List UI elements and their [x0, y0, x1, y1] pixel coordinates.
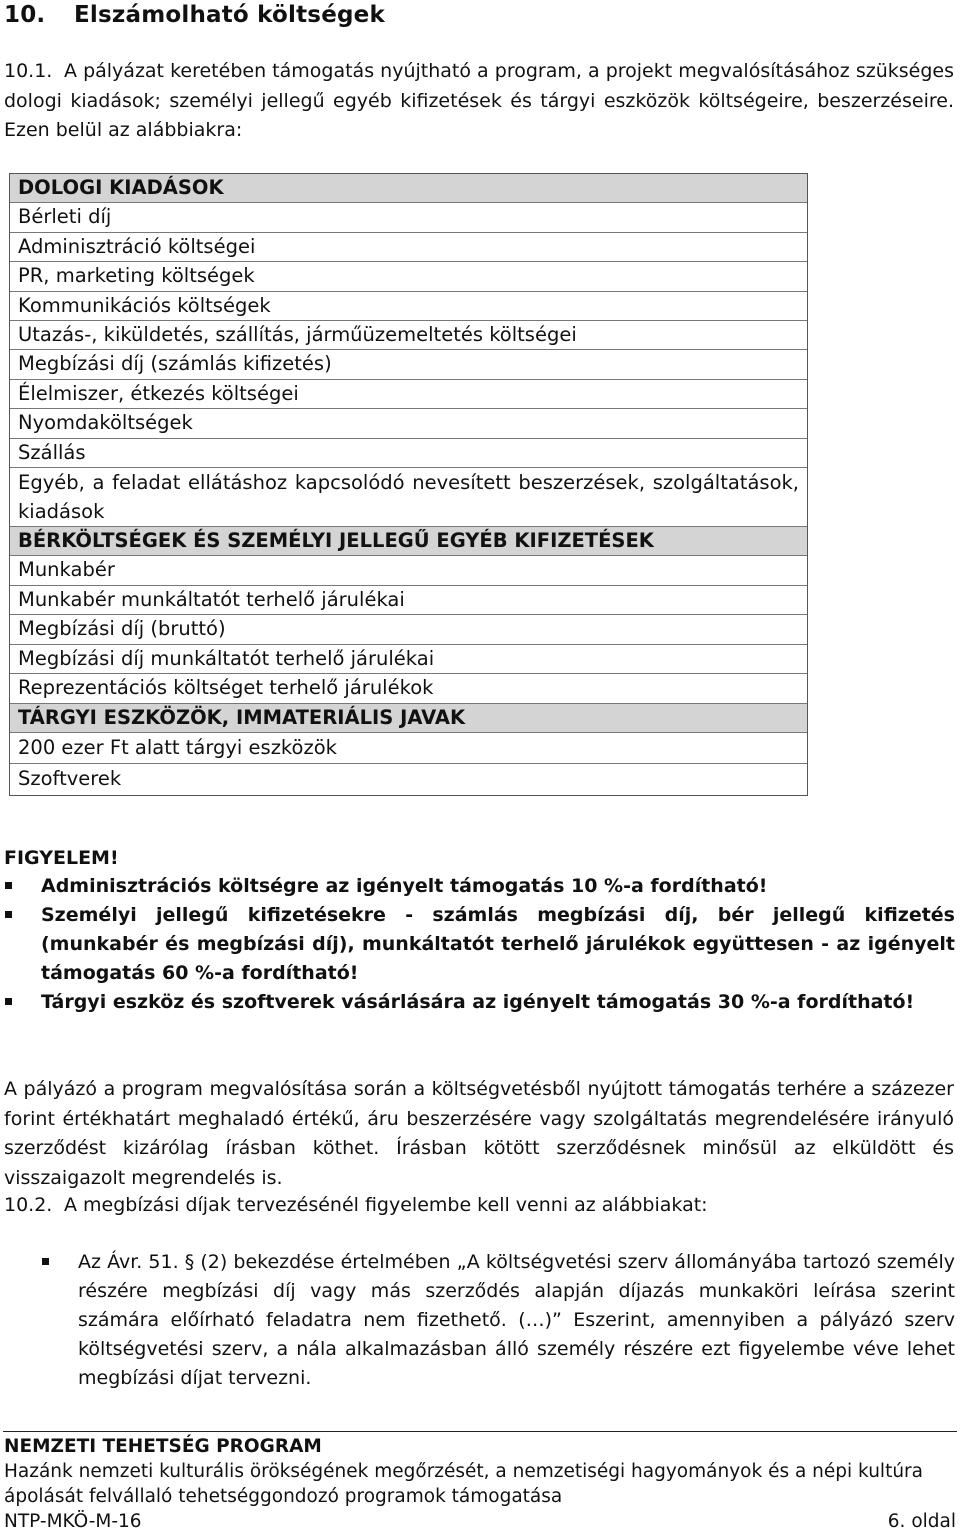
page-number: 6. oldal — [887, 1511, 956, 1532]
list-item — [4, 1248, 955, 1393]
footer-meta — [4, 1509, 956, 1534]
list-item — [4, 901, 955, 988]
table-row: Egyéb, a feladat ellátáshoz kapcsolódó nevesített beszerzések, szolgáltatások, kiadások — [10, 467, 807, 526]
warning-text: Személyi jellegű kifizetésekre - számlás megbízási díj, bér jellegű kifizetés (munkabér és megbízási díj), munkáltatót terhelő járulékok együttesen - az igényelt támogatás 60 %-a fordítható! — [41, 904, 955, 984]
table-header-dologi: DOLOGI KIADÁSOK — [10, 174, 807, 202]
warning-list — [4, 872, 955, 1017]
table-row: 200 ezer Ft alatt tárgyi eszközök — [10, 732, 807, 764]
section-heading — [4, 2, 385, 28]
warning-text: Tárgyi eszköz és szoftverek vásárlására az igényelt támogatás 30 %-a fordítható! — [41, 991, 915, 1013]
table-row: Reprezentációs költséget terhelő járulékok — [10, 673, 807, 702]
subsection-number: 10.2. — [4, 1194, 53, 1216]
table-row: Adminisztráció költségei — [10, 232, 807, 261]
section-number: 10. — [4, 2, 46, 28]
table-header-targyi: TÁRGYI ESZKÖZÖK, IMMATERIÁLIS JAVAK — [10, 703, 807, 732]
square-bullet-icon — [5, 911, 12, 918]
table-row: Megbízási díj (bruttó) — [10, 614, 807, 643]
list-item-text: Az Ávr. 51. § (2) bekezdése értelmében „A költségvetési szerv állományába tartozó személy részére megbízási díj vagy más szerződés alapján díjazás munkaköri leírása szerint számára előírható feladatra nem fizethető. (…)” Eszerint, amennyiben a pályázó szerv költségvetési szerv, a nála alkalmazásban álló személy részére ezt figyelembe véve lehet megbízási díjat tervezni. — [78, 1251, 955, 1389]
table-row: Megbízási díj (számlás kifizetés) — [10, 349, 807, 378]
contract-paragraph: A pályázó a program megvalósítása során a költségvetésből nyújtott támogatás terhére a százezer forint értékhatárt meghaladó értékű, áru beszerzésére vagy szolgáltatás megrendelésére irányuló szerződést kizárólag írásban köthet. Írásban kötött szerződésnek minősül az elküldött és visszaigazolt megrendelés is. — [4, 1078, 954, 1189]
table-header-berkoltseg: BÉRKÖLTSÉGEK ÉS SZEMÉLYI JELLEGŰ EGYÉB KIFIZETÉSEK — [10, 526, 807, 555]
section-title: Elszámolható költségek — [74, 2, 385, 28]
square-bullet-icon — [5, 882, 12, 889]
table-row: Kommunikációs költségek — [10, 291, 807, 320]
subsection-text: A megbízási díjak tervezésénél figyelembe kell venni az alábbiakat: — [64, 1194, 708, 1216]
footer-program-name: NEMZETI TEHETSÉG PROGRAM — [4, 1436, 322, 1457]
footer-divider — [3, 1431, 957, 1432]
table-row: Élelmiszer, étkezés költségei — [10, 379, 807, 408]
table-row: Szoftverek — [10, 763, 807, 795]
table-row: Munkabér munkáltatót terhelő járulékai — [10, 585, 807, 614]
subsection-number: 10.1. — [4, 60, 53, 82]
warning-title: FIGYELEM! — [4, 847, 119, 869]
footer-description: Hazánk nemzeti kulturális örökségének megőrzését, a nemzetiségi hagyományok és a népi kultúra ápolását felvállaló tehetséggondozó programok támogatása — [4, 1461, 923, 1507]
table-row: Bérleti díj — [10, 202, 807, 231]
subsection-text: A pályázat keretében támogatás nyújtható a program, a projekt megvalósításához szükséges dologi kiadások; személyi jellegű egyéb kifizetések és tárgyi eszközök költségeire, beszerzéseire. Ezen belül az alábbiakra: — [4, 60, 954, 141]
table-row: PR, marketing költségek — [10, 261, 807, 290]
table-row: Nyomdaköltségek — [10, 408, 807, 437]
section-10-2-heading — [4, 1191, 954, 1221]
section-10-1-paragraph — [4, 57, 954, 146]
list-item — [4, 988, 955, 1017]
table-row: Szállás — [10, 438, 807, 467]
table-row: Utazás-, kiküldetés, szállítás, járműüzemeltetés költségei — [10, 320, 807, 349]
footer-code: NTP-MKÖ-M-16 — [4, 1511, 142, 1532]
table-row: Megbízási díj munkáltatót terhelő járulékai — [10, 644, 807, 673]
list-item — [4, 872, 955, 901]
section-10-2-list — [4, 1248, 955, 1393]
square-bullet-icon — [42, 1258, 49, 1265]
warning-text: Adminisztrációs költségre az igényelt támogatás 10 %-a fordítható! — [41, 875, 768, 897]
eligible-costs-table — [9, 173, 808, 796]
square-bullet-icon — [5, 998, 12, 1005]
table-row: Munkabér — [10, 555, 807, 584]
